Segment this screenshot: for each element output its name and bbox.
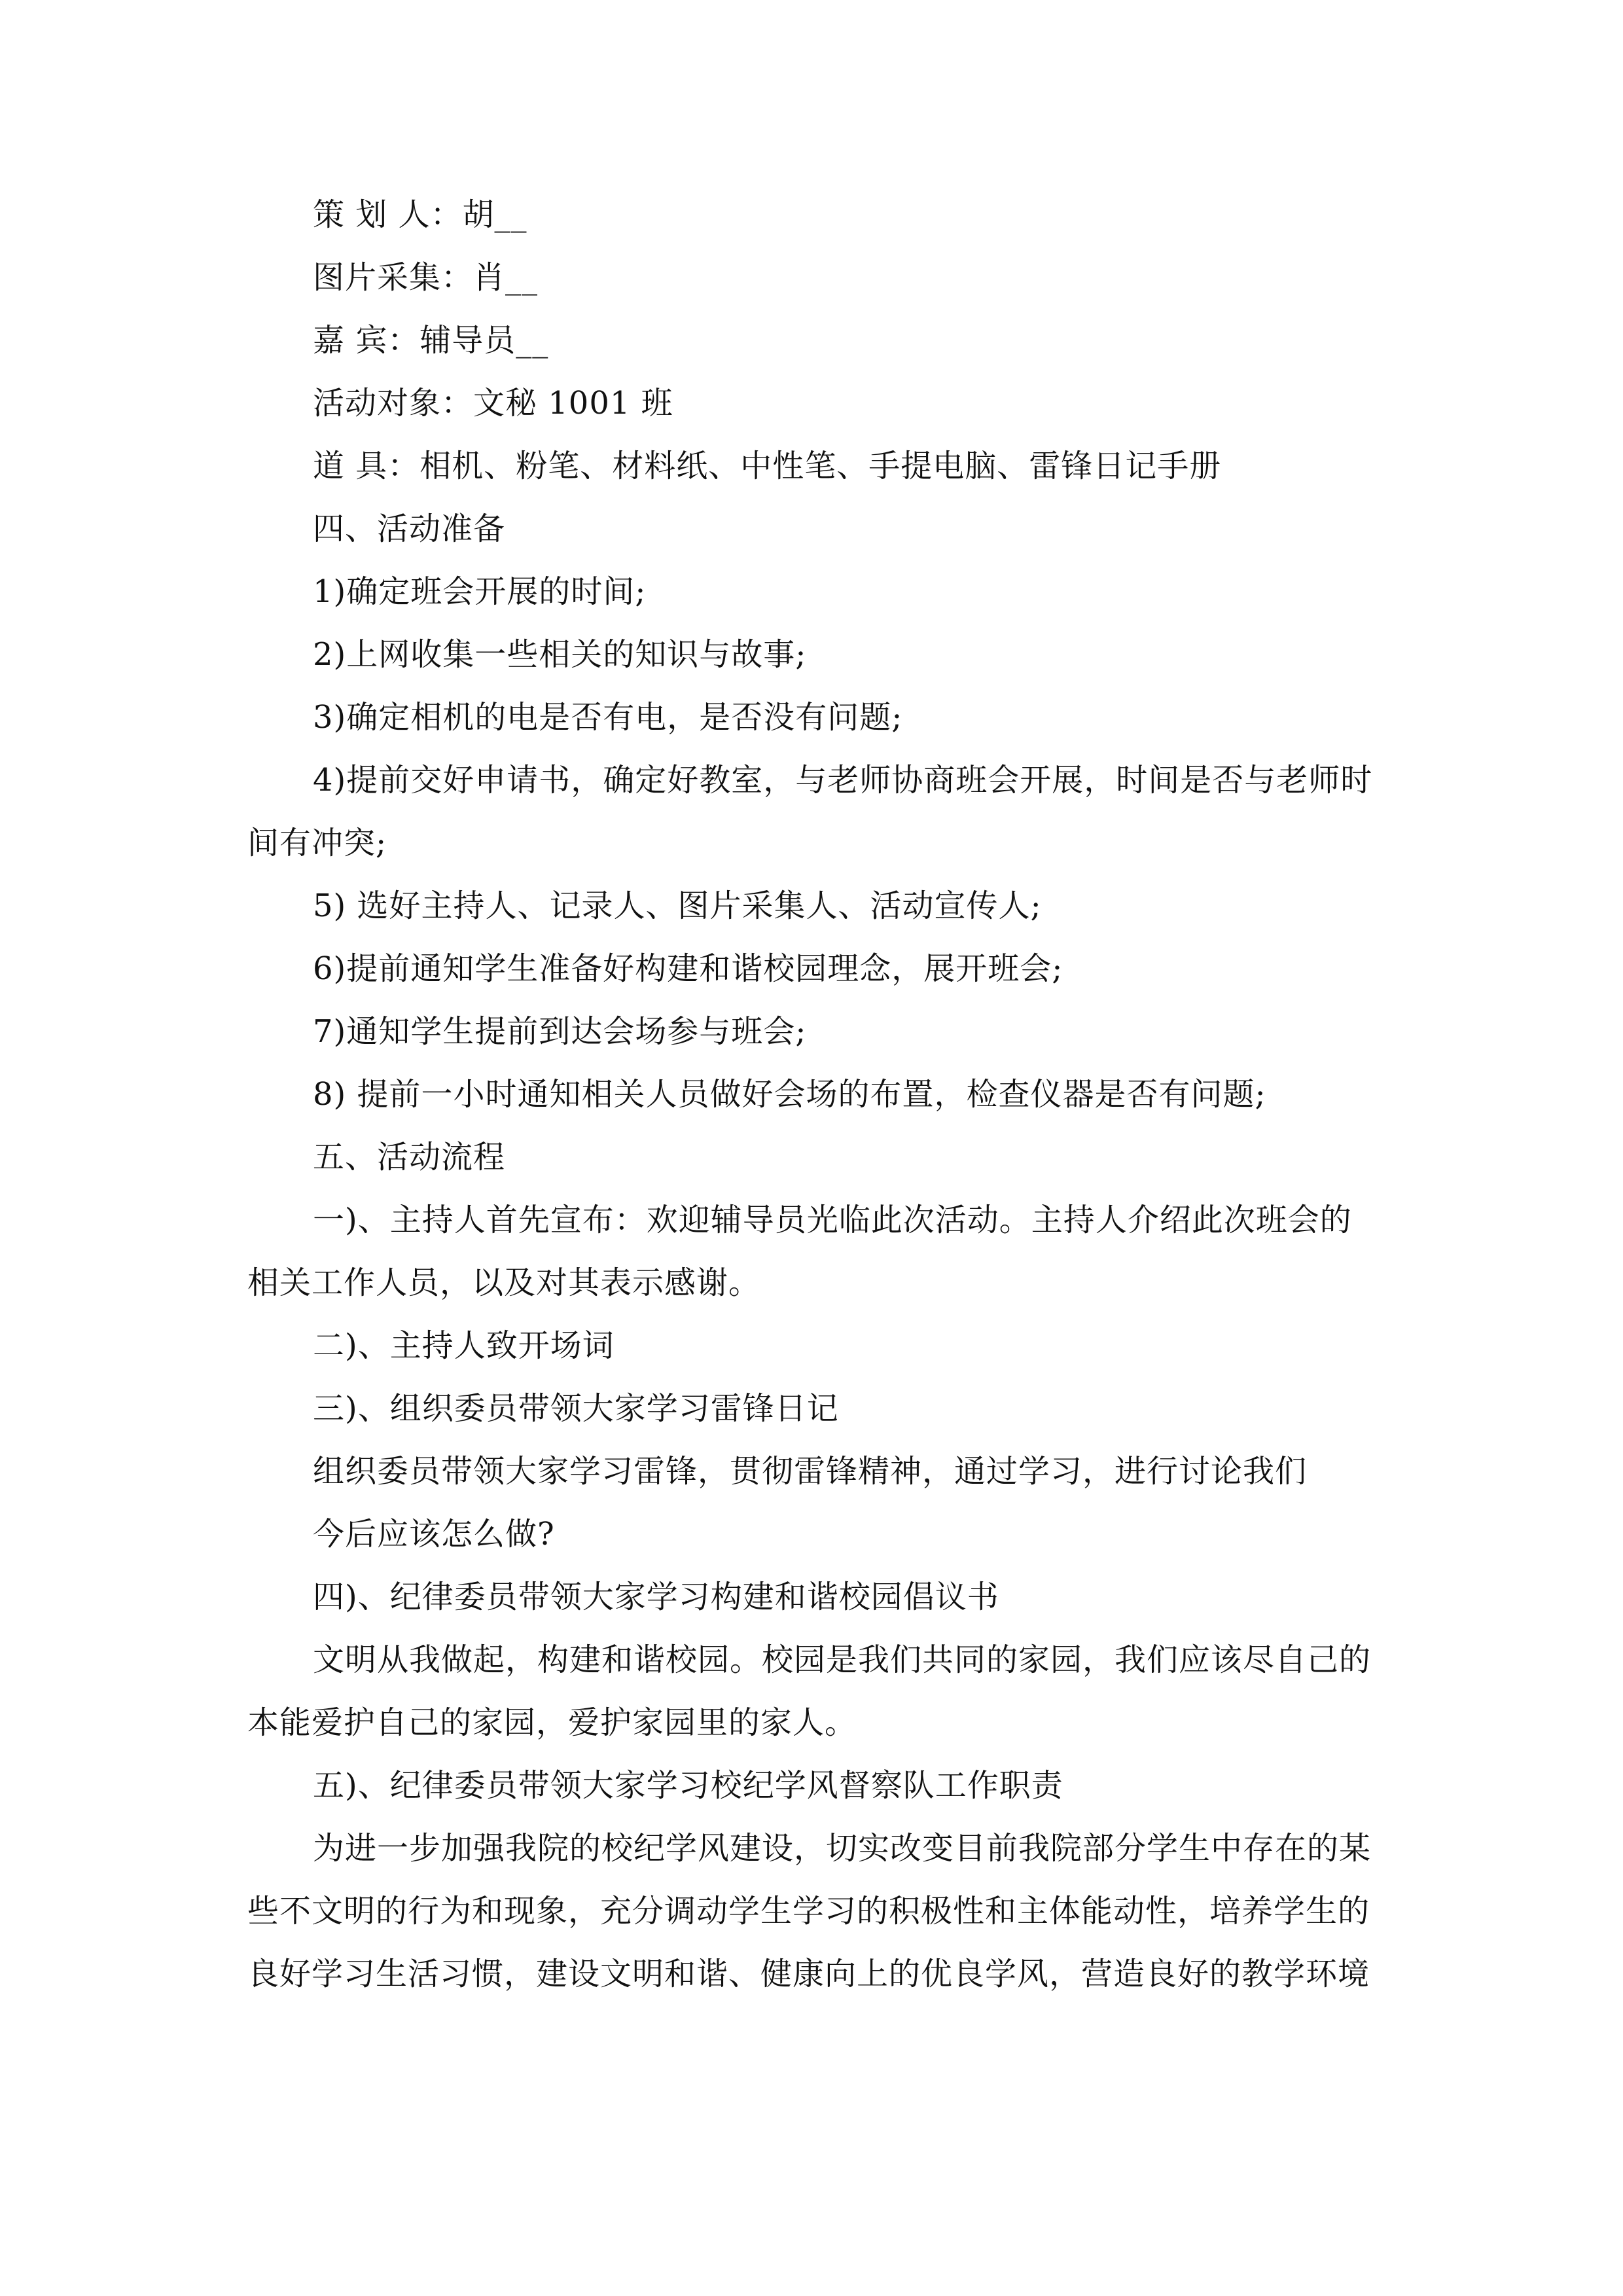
process-step-1-continued: 相关工作人员，以及对其表示感谢。: [247, 1265, 761, 1301]
prep-item-1: 1)确定班会开展的时间;: [313, 573, 647, 610]
prep-item-8: 8) 提前一小时通知相关人员做好会场的布置，检查仪器是否有问题;: [313, 1076, 1266, 1113]
prep-item-6: 6)提前通知学生准备好构建和谐校园理念，展开班会;: [313, 950, 1063, 987]
prep-item-4-continued: 间有冲突;: [247, 825, 387, 861]
process-step-5-detail-line-2: 些不文明的行为和现象，充分调动学生学习的积极性和主体能动性，培养学生的: [247, 1893, 1370, 1929]
guest-line: 嘉 宾：辅导员__: [313, 322, 549, 359]
process-step-3: 三)、组织委员带领大家学习雷锋日记: [313, 1390, 839, 1427]
process-step-4: 四)、纪律委员带领大家学习构建和谐校园倡议书: [313, 1579, 999, 1615]
process-step-5: 五)、纪律委员带领大家学习校纪学风督察队工作职责: [313, 1767, 1063, 1804]
prep-item-4: 4)提前交好申请书，确定好教室，与老师协商班会开展，时间是否与老师时: [313, 762, 1373, 798]
process-step-2: 二)、主持人致开场词: [313, 1327, 615, 1364]
prep-item-3: 3)确定相机的电是否有电，是否没有问题;: [313, 699, 903, 736]
section-heading-preparation: 四、活动准备: [313, 511, 506, 547]
process-step-4-detail: 文明从我做起，构建和谐校园。校园是我们共同的家园，我们应该尽自己的: [313, 1641, 1372, 1678]
process-step-4-detail-continued: 本能爱护自己的家园，爱护家园里的家人。: [247, 1704, 857, 1741]
prep-item-5: 5) 选好主持人、记录人、图片采集人、活动宣传人;: [313, 888, 1042, 924]
prep-item-2: 2)上网收集一些相关的知识与故事;: [313, 636, 807, 673]
prep-item-7: 7)通知学生提前到达会场参与班会;: [313, 1013, 807, 1050]
process-step-3-detail: 组织委员带领大家学习雷锋，贯彻雷锋精神，通过学习，进行讨论我们: [313, 1453, 1308, 1490]
section-heading-process: 五、活动流程: [313, 1139, 506, 1175]
document-body: [247, 196, 1386, 2018]
photo-collection-line: 图片采集：肖__: [313, 259, 539, 296]
process-step-1: 一)、主持人首先宣布：欢迎辅导员光临此次活动。主持人介绍此次班会的: [313, 1202, 1352, 1238]
process-step-5-detail: 为进一步加强我院的校纪学风建设，切实改变目前我院部分学生中存在的某: [313, 1830, 1372, 1867]
planner-line: 策 划 人：胡__: [313, 196, 527, 233]
process-step-3-detail-continued: 今后应该怎么做?: [313, 1516, 555, 1552]
target-audience-line: 活动对象：文秘 1001 班: [313, 385, 673, 422]
props-line: 道 具：相机、粉笔、材料纸、中性笔、手提电脑、雷锋日记手册: [313, 448, 1222, 484]
process-step-5-detail-line-3: 良好学习生活习惯，建设文明和谐、健康向上的优良学风，营造良好的教学环境: [247, 1956, 1370, 1992]
